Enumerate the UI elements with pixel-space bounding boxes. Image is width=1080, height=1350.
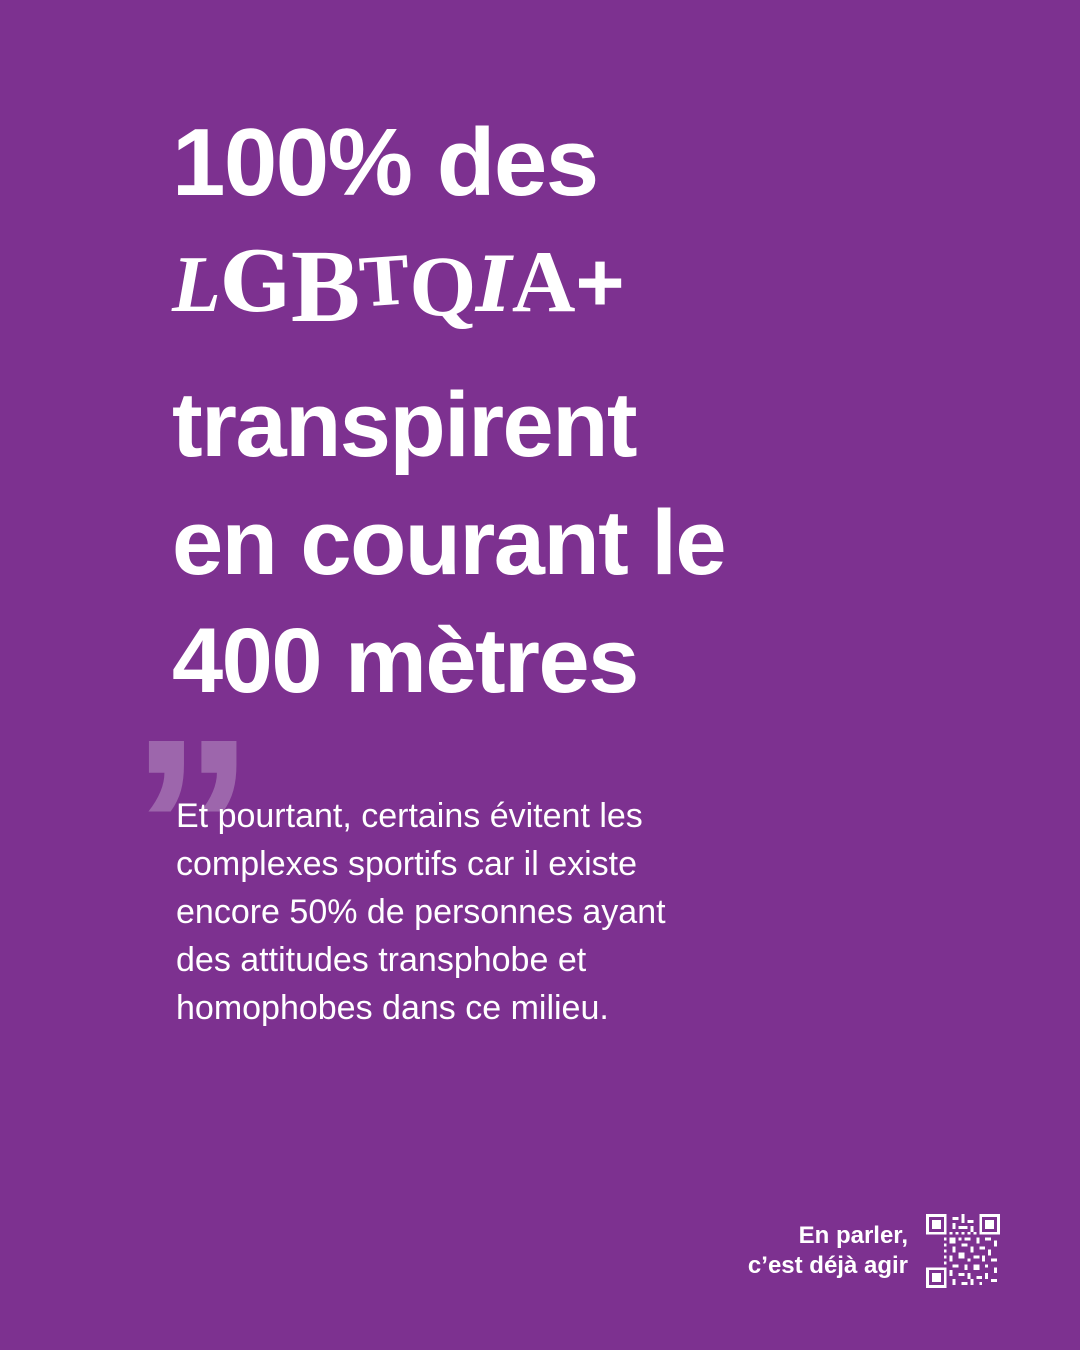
headline-acronym <box>172 218 992 366</box>
quote-text <box>176 742 776 1032</box>
headline-line-3: transpirent <box>172 374 637 476</box>
acronym-letter-g: G <box>220 235 291 331</box>
acronym-plus-sign: + <box>575 235 625 329</box>
acronym-letter-a: A <box>511 234 576 331</box>
headline-block <box>172 104 992 720</box>
footer-slogan-line-2: c’est déjà agir <box>747 1252 908 1279</box>
acronym-letter-l: L <box>172 241 221 329</box>
acronym-letter-q: Q <box>409 238 477 334</box>
footer-slogan <box>748 1221 908 1281</box>
quote-line: homophobes dans ce milieu. <box>176 989 609 1027</box>
qr-code-icon[interactable] <box>926 1214 1000 1288</box>
quote-line: encore 50% de personnes ayant <box>176 893 666 931</box>
headline-line-1: 100% des <box>172 109 598 216</box>
quote-line: Et pourtant, certains évitent les <box>176 797 643 835</box>
quote-line: complexes sportifs car il existe <box>176 845 638 883</box>
footer-slogan-line-1: En parler, <box>798 1222 908 1249</box>
acronym-letter-b: B <box>290 229 361 344</box>
quote-line: des attitudes transphobe et <box>176 941 587 979</box>
acronym-letter-t: T <box>357 241 413 323</box>
footer-signature <box>748 1214 1000 1288</box>
acronym-letter-i: I <box>476 240 512 329</box>
headline-line-4: en courant le <box>172 492 726 594</box>
headline-line-5: 400 mètres <box>172 610 638 712</box>
quote-mark-icon: ” <box>130 687 255 966</box>
quote-block <box>130 687 830 1032</box>
